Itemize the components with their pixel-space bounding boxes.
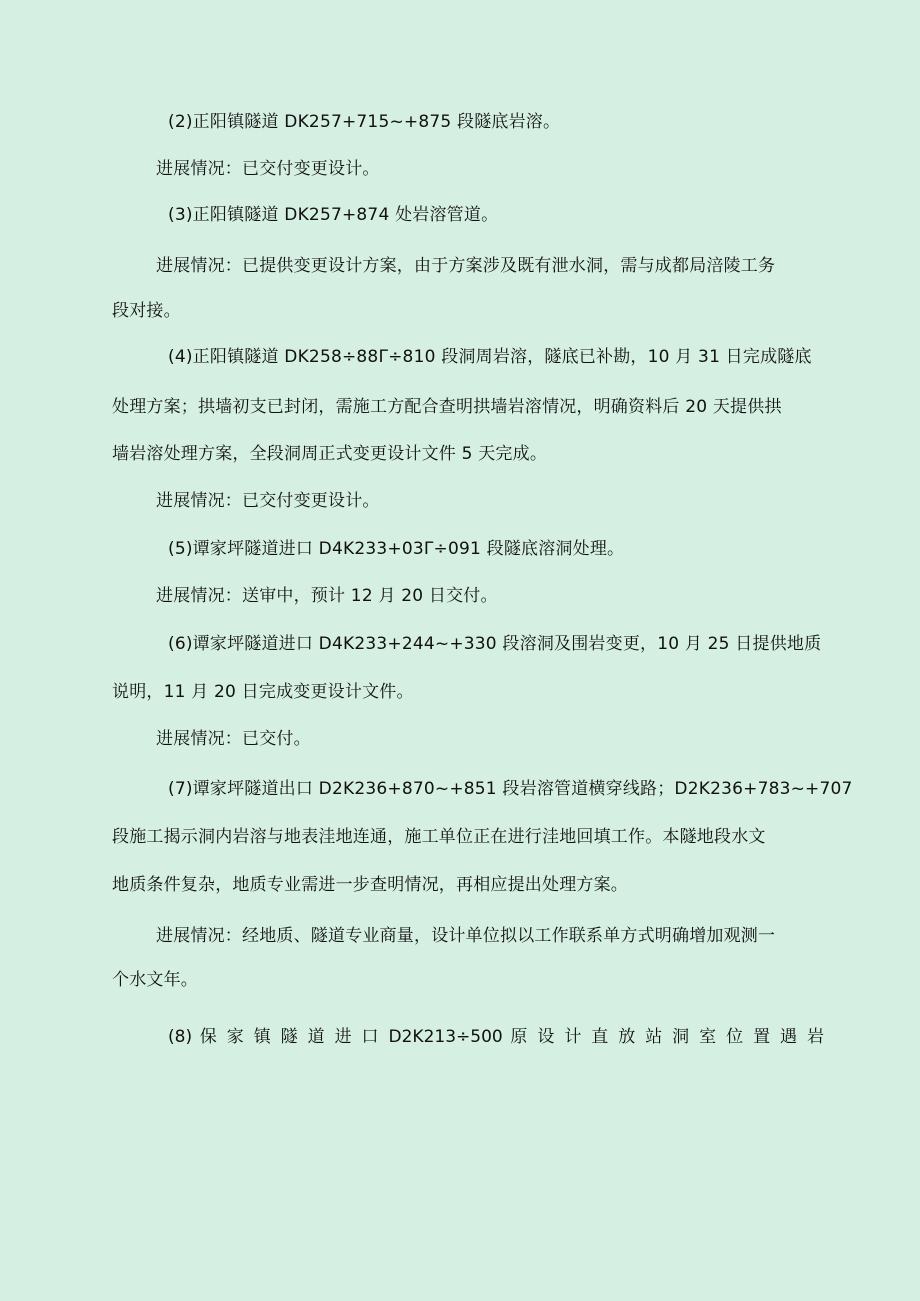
text-line-15: (7)谭家坪隧道出口 D2K236+870~+851 段岩溶管道横穿线路；D2K236+783~+707 — [168, 779, 853, 799]
text-line-2: 进展情况：已交付变更设计。 — [156, 159, 380, 179]
text-line-1: (2)正阳镇隧道 DK257+715~+875 段隧底岩溶。 — [168, 112, 561, 132]
text-line-8: 墙岩溶处理方案，全段洞周正式变更设计文件 5 天完成。 — [112, 444, 548, 464]
text-line-10: (5)谭家坪隧道进口 D4K233+03Γ÷091 段隧底溶洞处理。 — [168, 539, 625, 559]
text-line-11: 进展情况：送审中，预计 12 月 20 日交付。 — [156, 586, 498, 606]
text-line-13: 说明，11 月 20 日完成变更设计文件。 — [112, 682, 414, 702]
text-line-3: (3)正阳镇隧道 DK257+874 处岩溶管道。 — [168, 205, 499, 225]
text-line-6: (4)正阳镇隧道 DK258÷88Γ÷810 段洞周岩溶，隧底已补勘，10 月 31 日完成隧底 — [168, 347, 812, 367]
text-line-14: 进展情况：已交付。 — [156, 729, 311, 749]
text-line-17: 地质条件复杂，地质专业需进一步查明情况，再相应提出处理方案。 — [112, 875, 628, 895]
text-line-9: 进展情况：已交付变更设计。 — [156, 491, 380, 511]
text-line-19: 个水文年。 — [112, 970, 198, 990]
text-line-12: (6)谭家坪隧道进口 D4K233+244~+330 段溶洞及围岩变更，10 月 25 日提供地质 — [168, 634, 822, 654]
text-line-5: 段对接。 — [112, 301, 181, 321]
text-line-16: 段施工揭示洞内岩溶与地表洼地连通，施工单位正在进行洼地回填工作。本隧地段水文 — [112, 827, 766, 847]
text-line-20: (8) 保 家 镇 隧 道 进 口 D2K213÷500 原 设 计 直 放 站 洞 室 位 置 遇 岩 — [168, 1027, 824, 1047]
text-line-7: 处理方案；拱墙初支已封闭，需施工方配合查明拱墙岩溶情况，明确资料后 20 天提供拱 — [112, 397, 782, 417]
text-line-4: 进展情况：已提供变更设计方案，由于方案涉及既有泄水洞，需与成都局涪陵工务 — [156, 256, 776, 276]
text-line-18: 进展情况：经地质、隧道专业商量，设计单位拟以工作联系单方式明确增加观测一 — [156, 926, 776, 946]
